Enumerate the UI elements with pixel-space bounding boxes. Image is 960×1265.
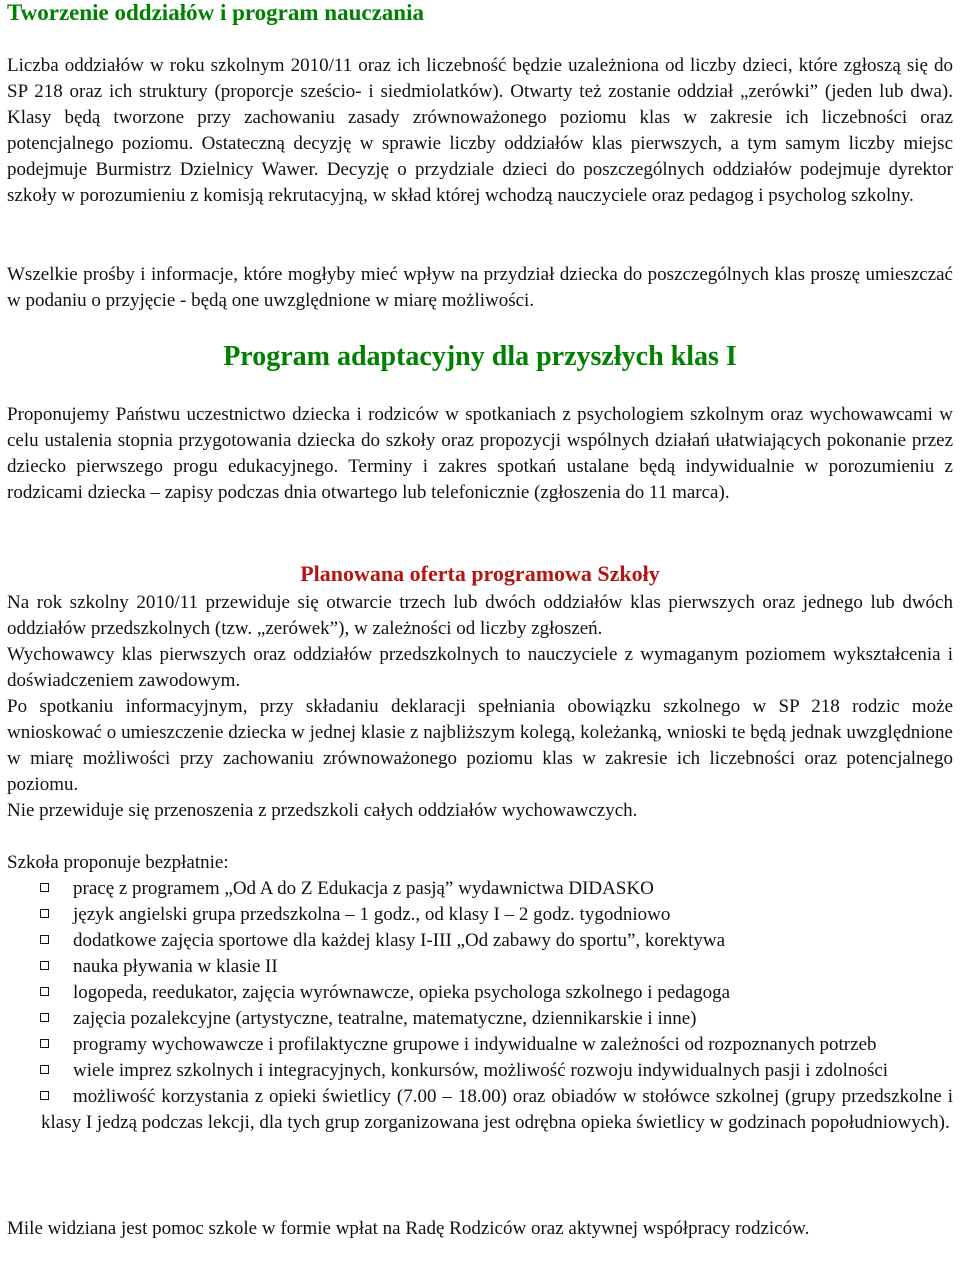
section-title-program-adaptacyjny: Program adaptacyjny dla przyszłych klas I bbox=[223, 341, 737, 372]
paragraph-mile-widziana: Mile widziana jest pomoc szkole w formie wpłat na Radę Rodziców oraz aktywnej współpracy rodziców. bbox=[7, 1218, 810, 1239]
list-item: programy wychowawcze i profilaktyczne grupowe i indywidualne w zależności od rozpoznanych potrzeb bbox=[7, 1032, 953, 1058]
checkbox-bullet-icon bbox=[40, 909, 49, 918]
checkbox-bullet-icon bbox=[40, 961, 49, 970]
paragraph-wychowawcy: Wychowawcy klas pierwszych oraz oddziałów przedszkolnych to nauczyciele z wymaganym poziomem wykształcenia i doświadczeniem zawodowym. bbox=[7, 644, 953, 691]
checkbox-bullet-icon bbox=[40, 1091, 49, 1100]
list-item: język angielski grupa przedszkolna – 1 godz., od klasy I – 2 godz. tygodniowo bbox=[7, 902, 953, 928]
list-item: wiele imprez szkolnych i integracyjnych, konkursów, możliwość rozwoju indywidualnych pasji i zdolności bbox=[7, 1058, 953, 1084]
list-item: pracę z programem „Od A do Z Edukacja z pasją” wydawnictwa DIDASKO bbox=[7, 876, 953, 902]
list-item: nauka pływania w klasie II bbox=[7, 954, 953, 980]
checkbox-bullet-icon bbox=[40, 883, 49, 892]
checkbox-bullet-icon bbox=[40, 987, 49, 996]
list-item: możliwość korzystania z opieki świetlicy (7.00 – 18.00) oraz obiadów w stołówce szkolnej (grupy przedszkolne i klasy I jedzą podczas lekcji, dla tych grup zorganizowana jest odrębna opieka świetlicy w godzinach popołudniowych). bbox=[41, 1086, 953, 1133]
offer-list bbox=[7, 876, 953, 1136]
paragraph-na-rok-szkolny: Na rok szkolny 2010/11 przewiduje się otwarcie trzech lub dwóch oddziałów klas pierwszych oraz jednego lub dwóch oddziałów przedszkolnych (tzw. „zerówek”), w zależności od liczby zgłoszeń. bbox=[7, 592, 953, 639]
checkbox-bullet-icon bbox=[40, 935, 49, 944]
section-title-tworzenie-oddzialow: Tworzenie oddziałów i program nauczania bbox=[7, 0, 424, 25]
paragraph-nie-przewiduje: Nie przewiduje się przenoszenia z przedszkoli całych oddziałów wychowawczych. bbox=[7, 800, 638, 821]
checkbox-bullet-icon bbox=[40, 1065, 49, 1074]
paragraph-proponujemy: Proponujemy Państwu uczestnictwo dziecka i rodziców w spotkaniach z psychologiem szkolnym oraz wychowawcami w celu ustalenia stopnia przygotowania dziecka do szkoły oraz propozycji wspólnych działań ułatwiających pokonanie przez dziecko pierwszego progu edukacyjnego. Terminy i zakres spotkań ustalane będą indywidualnie w porozumieniu z rodzicami dziecka – zapisy podczas dnia otwartego lub telefonicznie (zgłoszenia do 11 marca). bbox=[7, 404, 953, 503]
paragraph-po-spotkaniu: Po spotkaniu informacyjnym, przy składaniu deklaracji spełniania obowiązku szkolnego w SP 218 rodzic może wnioskować o umieszczenie dziecka w jednej klasie z najbliższym kolegą, koleżanką, wnioski te będą jednak uwzględnione w miarę możliwości przy zachowaniu zrównoważonego poziomu klas w zakresie ich liczebności oraz potencjalnego poziomu. bbox=[7, 696, 953, 795]
paragraph-wszelkie-prosby: Wszelkie prośby i informacje, które mogłyby mieć wpływ na przydział dziecka do poszczególnych klas proszę umieszczać w podaniu o przyjęcie - będą one uwzględnione w miarę możliwości. bbox=[7, 264, 953, 311]
section-title-planowana-oferta: Planowana oferta programowa Szkoły bbox=[300, 561, 660, 586]
list-item: zajęcia pozalekcyjne (artystyczne, teatralne, matematyczne, dziennikarskie i inne) bbox=[7, 1006, 953, 1032]
checkbox-bullet-icon bbox=[40, 1039, 49, 1048]
list-item: logopeda, reedukator, zajęcia wyrównawcze, opieka psychologa szkolnego i pedagoga bbox=[7, 980, 953, 1006]
checkbox-bullet-icon bbox=[40, 1013, 49, 1022]
paragraph-liczba-oddzialow: Liczba oddziałów w roku szkolnym 2010/11 oraz ich liczebność będzie uzależniona od liczby dzieci, które zgłoszą się do SP 218 oraz ich struktury (proporcje sześcio- i siedmiolatków). Otwarty też zostanie oddział „zerówki” (jeden lub dwa). Klasy będą tworzone przy zachowaniu zasady zrównoważonego poziomu klas w zakresie ich liczebności oraz potencjalnego poziomu. Ostateczną decyzję w sprawie liczby oddziałów klas pierwszych, a tym samym liczby miejsc podejmuje Burmistrz Dzielnicy Wawer. Decyzję o przydziale dzieci do poszczególnych oddziałów podejmuje dyrektor szkoły w porozumieniu z komisją rekrutacyjną, w skład której wchodzą nauczyciele oraz pedagog i psycholog szkolny. bbox=[7, 55, 953, 206]
list-intro: Szkoła proponuje bezpłatnie: bbox=[7, 852, 229, 873]
list-item: dodatkowe zajęcia sportowe dla każdej klasy I-III „Od zabawy do sportu”, korektywa bbox=[7, 928, 953, 954]
